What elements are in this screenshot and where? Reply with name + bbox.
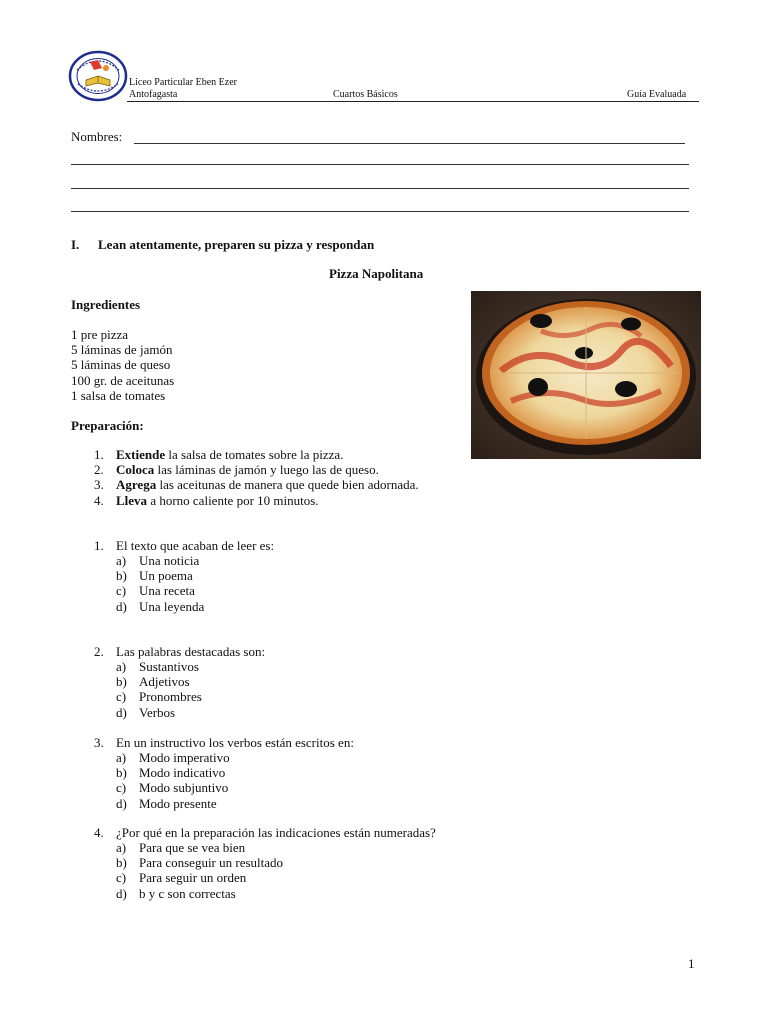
step-number: 1. (94, 447, 104, 462)
step-verb: Coloca (116, 462, 155, 478)
question-4-options (116, 840, 283, 901)
question-text: En un instructivo los verbos están escritos en: (116, 735, 354, 750)
option-letter: a) (116, 750, 127, 765)
option-item[interactable] (116, 886, 283, 901)
option-text: Modo presente (139, 795, 217, 811)
question-text: ¿Por qué en la preparación las indicaciones están numeradas? (116, 825, 436, 840)
option-text: Adjetivos (139, 674, 190, 690)
question-number: 3. (94, 735, 104, 750)
option-text: Para conseguir un resultado (139, 855, 284, 871)
step-item (94, 447, 419, 462)
ingredients-list (71, 327, 174, 403)
step-text: la salsa de tomates sobre la pizza. (165, 447, 344, 462)
step-item (94, 462, 419, 477)
option-text: Pronombres (139, 689, 202, 705)
option-letter: a) (116, 553, 127, 568)
option-letter: b) (116, 568, 127, 584)
preparation-heading: Preparación: (71, 418, 144, 433)
option-text: Una receta (139, 583, 195, 599)
section-instruction: Lean atentamente, preparen su pizza y respondan (98, 237, 375, 252)
school-seal-icon (68, 50, 128, 102)
ingredient-item: 5 láminas de jamón (71, 342, 173, 358)
option-item[interactable] (116, 796, 230, 811)
question-number: 1. (94, 538, 104, 553)
question-2-options (116, 659, 202, 720)
school-city: Antofagasta (129, 89, 178, 100)
ingredient-item: 1 salsa de tomates (71, 387, 166, 403)
names-line-2[interactable] (71, 164, 689, 165)
option-letter: c) (116, 689, 127, 705)
step-text: las láminas de jamón y luego las de queso. (154, 462, 379, 478)
ingredient-item: 5 láminas de queso (71, 357, 171, 373)
option-text: Modo subjuntivo (139, 780, 229, 796)
step-item (94, 493, 419, 508)
option-text: Modo indicativo (139, 765, 226, 781)
question-number: 4. (94, 825, 104, 840)
step-verb: Lleva (116, 492, 148, 508)
option-text: Un poema (139, 568, 193, 584)
option-text: Modo imperativo (139, 750, 230, 765)
page-number: 1 (688, 956, 695, 971)
step-verb: Extiende (116, 447, 166, 462)
option-text: Una noticia (139, 553, 200, 568)
option-item[interactable] (116, 780, 230, 795)
option-item[interactable] (116, 765, 230, 780)
option-letter: d) (116, 598, 127, 614)
option-item[interactable] (116, 553, 204, 568)
option-item[interactable] (116, 674, 202, 689)
question-3 (94, 735, 354, 750)
step-item (94, 477, 419, 492)
names-line-4[interactable] (71, 211, 689, 212)
question-number: 2. (94, 644, 104, 659)
option-item[interactable] (116, 599, 204, 614)
option-letter: c) (116, 870, 127, 886)
option-letter: d) (116, 885, 127, 901)
option-item[interactable] (116, 583, 204, 598)
option-item[interactable] (116, 568, 204, 583)
option-item[interactable] (116, 705, 202, 720)
option-letter: a) (116, 659, 127, 674)
option-letter: b) (116, 674, 127, 690)
question-text: Las palabras destacadas son: (116, 644, 266, 659)
option-item[interactable] (116, 870, 283, 885)
option-text: Verbos (139, 704, 176, 720)
names-line-3[interactable] (71, 188, 689, 189)
option-text: b y c son correctas (139, 885, 236, 901)
grade-label: Cuartos Básicos (333, 89, 398, 100)
step-number: 2. (94, 462, 104, 478)
option-text: Una leyenda (139, 598, 205, 614)
question-1 (94, 538, 274, 553)
step-text: a horno caliente por 10 minutos. (147, 492, 319, 508)
option-item[interactable] (116, 855, 283, 870)
preparation-steps (94, 447, 419, 508)
option-item[interactable] (116, 689, 202, 704)
option-letter: b) (116, 765, 127, 781)
option-text: Sustantivos (139, 659, 199, 674)
option-letter: b) (116, 855, 127, 871)
school-name: Liceo Particular Eben Ezer (129, 77, 237, 88)
ingredients-heading: Ingredientes (71, 297, 141, 312)
section-number: I. (71, 237, 80, 252)
ingredient-item: 1 pre pizza (71, 327, 129, 342)
option-letter: c) (116, 780, 127, 796)
names-line-1[interactable] (134, 143, 685, 144)
question-3-options (116, 750, 230, 811)
names-label: Nombres: (71, 129, 123, 144)
question-4 (94, 825, 436, 840)
option-text: Para que se vea bien (139, 840, 246, 855)
option-letter: d) (116, 704, 127, 720)
question-text: El texto que acaban de leer es: (116, 538, 275, 553)
option-item[interactable] (116, 750, 230, 765)
option-letter: c) (116, 583, 127, 599)
step-number: 3. (94, 477, 104, 493)
pizza-photo (471, 291, 701, 459)
question-2 (94, 644, 265, 659)
option-letter: d) (116, 795, 127, 811)
question-1-options (116, 553, 204, 614)
recipe-title: Pizza Napolitana (329, 266, 424, 281)
option-text: Para seguir un orden (139, 870, 247, 886)
step-verb: Agrega (116, 477, 157, 493)
option-item[interactable] (116, 659, 202, 674)
step-text: las aceitunas de manera que quede bien adornada. (156, 477, 419, 493)
header-divider (127, 101, 699, 102)
option-item[interactable] (116, 840, 283, 855)
step-number: 4. (94, 492, 104, 508)
doc-type-label: Guía Evaluada (627, 89, 687, 100)
ingredient-item: 100 gr. de aceitunas (71, 372, 175, 388)
option-letter: a) (116, 840, 127, 855)
